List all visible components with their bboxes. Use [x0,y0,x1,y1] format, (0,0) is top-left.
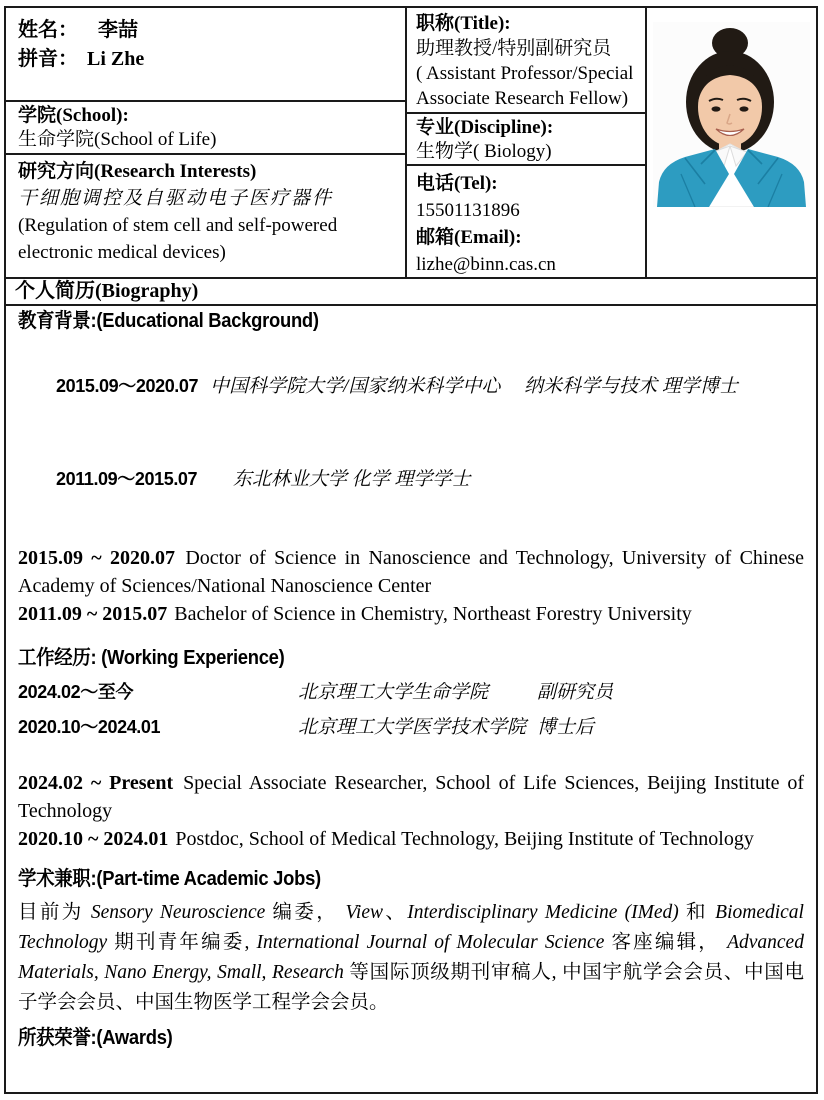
header-section [6,8,816,279]
parttime-segment: Interdisciplinary Medicine (IMed) [407,902,679,923]
education-heading: 教育背景:(Educational Background) [18,310,319,332]
parttime-segment: 和 [678,902,716,923]
school-label: 学院(School): [18,105,129,126]
discipline-cell [407,114,645,166]
work-item-en [18,769,804,825]
research-value-en-1: (Regulation of stem cell and self-powered [18,215,338,236]
education-detail: 中国科学院大学/国家纳米科学中心 纳米科学与技术 理学博士 [210,376,738,397]
awards-heading-row [18,1026,804,1057]
education-detail: 东北林业大学 化学 理学学士 [209,469,471,490]
parttime-segment: 客座编辑， [604,932,728,953]
education-detail: Doctor of Science in Nanoscience and Technology, University of Chinese Academy of Sciences/National Nanoscience Center [18,547,805,597]
biography-body [6,306,816,1092]
research-interests-cell [6,155,405,277]
work-item-cn [18,677,804,708]
education-period: 2011.09～2015.07 [56,469,198,489]
pinyin-label: 拼音： [18,48,78,70]
parttime-segment: Advanced Materials, Nano Energy, Small, Research [18,932,804,983]
research-label: 研究方向(Research Interests) [18,161,257,182]
education-period: 2015.09～2020.07 [56,376,199,396]
biography-section-header [6,279,816,306]
parttime-heading: 学术兼职:(Part-time Academic Jobs) [18,868,321,890]
tel-label: 电话(Tel): [416,173,498,194]
work-role: 副研究员 [537,682,614,703]
title-value-en-1: ( Assistant Professor/Special [416,63,634,84]
middle-column [407,8,647,277]
pinyin-line [18,45,393,74]
discipline-label: 专业(Discipline): [416,117,554,138]
school-value: 生命学院(School of Life) [18,129,217,150]
parttime-segment: 等国际顶级期刊审稿人, 中国宇航学会会员、中国电子学会会员、中国生物医学工程学会会员。 [18,962,804,1013]
education-period: 2015.09 ~ 2020.07 [18,547,176,569]
parttime-segment: Biomedical Technology [18,902,804,953]
photo-column [647,8,816,277]
parttime-segment: 目前为 [18,902,91,923]
work-role: 博士后 [537,717,595,738]
name-label: 姓名： [18,19,78,41]
education-heading-row [18,309,804,340]
research-value-cn: 干细胞调控及自驱动电子医疗器件 [18,188,334,209]
awards-heading: 所获荣誉:(Awards) [18,1027,173,1049]
contact-cell [407,166,645,277]
left-column [6,8,407,277]
parttime-paragraph [18,898,804,1018]
parttime-segment: International Journal of Molecular Science [256,932,605,953]
work-org: 北京理工大学医学技术学院 [298,717,527,738]
parttime-segment: 、 [382,902,408,923]
parttime-heading-row [18,867,804,898]
work-org: 北京理工大学生命学院 [298,682,489,703]
name-line [18,16,393,45]
work-period: 2024.02 ~ Present [18,772,174,794]
work-heading: 工作经历: (Working Experience) [18,647,285,669]
title-label: 职称(Title): [416,13,511,34]
work-period: 2020.10 ~ 2024.01 [18,828,169,850]
name-value: 李喆 [98,19,138,41]
work-item-cn [18,712,804,743]
parttime-segment: 编委， [265,902,346,923]
title-value-en-2: Associate Research Fellow) [416,88,629,109]
education-item-cn [18,433,804,526]
parttime-segment: View [345,902,383,923]
parttime-segment: 期刊青年编委, [107,932,257,953]
title-cell [407,8,645,114]
tel-value: 15501131896 [416,200,520,221]
work-detail: Special Associate Researcher, School of Life Sciences, Beijing Institute of Technology [18,772,805,822]
title-value-cn: 助理教授/特别副研究员 [416,38,612,59]
portrait-photo [653,22,810,207]
biography-header-label: 个人简历(Biography) [15,280,199,302]
pinyin-value: Li Zhe [87,48,145,70]
email-label: 邮箱(Email): [416,227,522,248]
work-detail: Postdoc, School of Medical Technology, Beijing Institute of Technology [175,828,754,850]
education-item-en [18,544,804,600]
discipline-value: 生物学( Biology) [416,141,552,162]
work-period: 2020.10～2024.01 [18,717,161,737]
school-cell [6,102,405,155]
name-cell [6,8,405,102]
work-period: 2024.02～至今 [18,682,134,702]
education-item-en [18,600,804,628]
email-value: lizhe@binn.cas.cn [416,254,556,275]
research-value-en-2: electronic medical devices) [18,242,226,263]
work-heading-row [18,646,804,677]
education-detail: Bachelor of Science in Chemistry, Northeast Forestry University [174,603,692,625]
parttime-segment: Sensory Neuroscience [90,902,266,923]
profile-table [4,6,818,1094]
education-period: 2011.09 ~ 2015.07 [18,603,168,625]
portrait-photo-illustration [653,22,810,207]
education-item-cn [18,340,804,433]
work-item-en [18,825,804,853]
